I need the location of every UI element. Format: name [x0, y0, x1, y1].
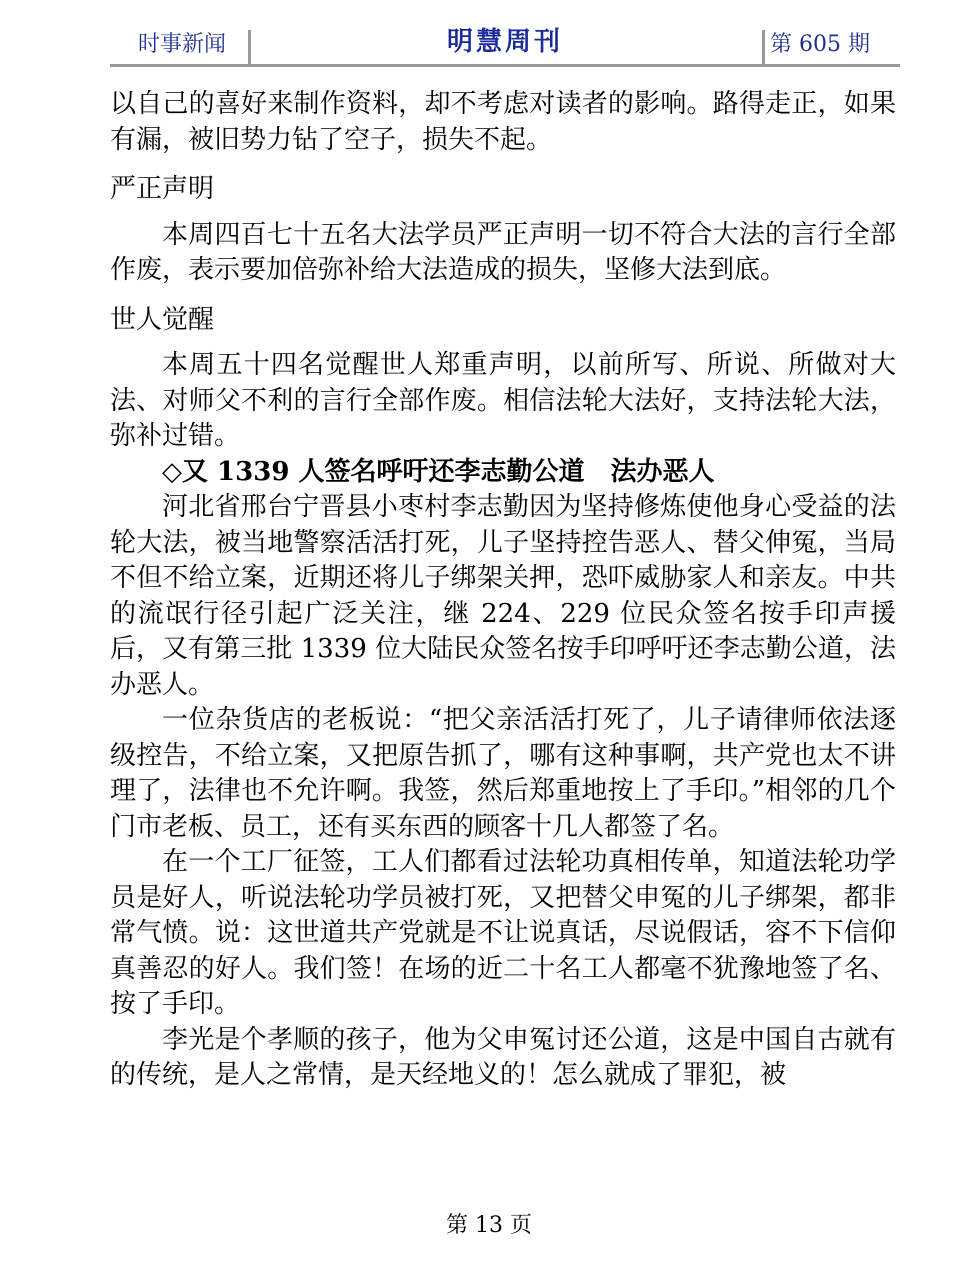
- header-divider: [762, 30, 765, 64]
- paragraph: 一位杂货店的老板说：“把父亲活活打死了，儿子请律师依法逐级控告，不给立案，又把原告抓了，哪有这种事啊，共产党也太不讲理了，法律也不允许啊。我签，然后郑重地按上了手印。”相邻的几个门市老板、员工，还有买东西的顾客十几人都签了名。: [110, 705, 896, 842]
- section-heading: 世人觉醒: [110, 304, 215, 335]
- paragraph: 以自己的喜好来制作资料，却不考虑对读者的影响。路得走正，如果有漏，被旧势力钻了空子，损失不起。: [110, 89, 896, 155]
- paragraph: 李光是个孝顺的孩子，他为父申冤讨还公道，这是中国自古就有的传统，是人之常情，是天经地义的！怎么就成了罪犯，被: [110, 1024, 896, 1090]
- issue-number: 第 605 期: [770, 32, 870, 57]
- header-rule: [110, 64, 900, 67]
- paragraph: 本周四百七十五名大法学员严正声明一切不符合大法的言行全部作废，表示要加倍弥补给大法造成的损失，坚修大法到底。: [110, 219, 896, 285]
- header-section-label: 时事新闻: [138, 32, 227, 57]
- article-subheading: ◇又 1339 人签名呼吁还李志勤公道 法办恶人: [162, 456, 715, 487]
- page-header: [110, 28, 900, 66]
- paragraph: 在一个工厂征签，工人们都看过法轮功真相传单，知道法轮功学员是好人，听说法轮功学员被打死，又把替父申冤的儿子绑架，都非常气愤。说：这世道共产党就是不让说真话，尽说假话，容不下信仰真善忍的好人。我们签！在场的近二十名工人都毫不犹豫地签了名、按了手印。: [110, 847, 896, 1019]
- section-heading: 严正声明: [110, 174, 215, 204]
- publication-title: 明慧周刊: [446, 27, 563, 57]
- paragraph: 本周五十四名觉醒世人郑重声明，以前所写、所说、所做对大法、对师父不利的言行全部作废。相信法轮大法好，支持法轮大法，弥补过错。: [110, 350, 896, 451]
- page-number: 第 13 页: [446, 1213, 532, 1238]
- paragraph: 河北省邢台宁晋县小枣村李志勤因为坚持修炼使他身心受益的法轮大法，被当地警察活活打死，儿子坚持控告恶人、替父伸冤，当局不但不给立案，近期还将儿子绑架关押，恐吓威胁家人和亲友。中共的流氓行径引起广泛关注，继 224、229 位民众签名按手印声援后，又有第三批 1339 位大陆民众签名按手印呼吁还李志勤公道，法办恶人。: [110, 492, 896, 700]
- article-body: [110, 87, 896, 1094]
